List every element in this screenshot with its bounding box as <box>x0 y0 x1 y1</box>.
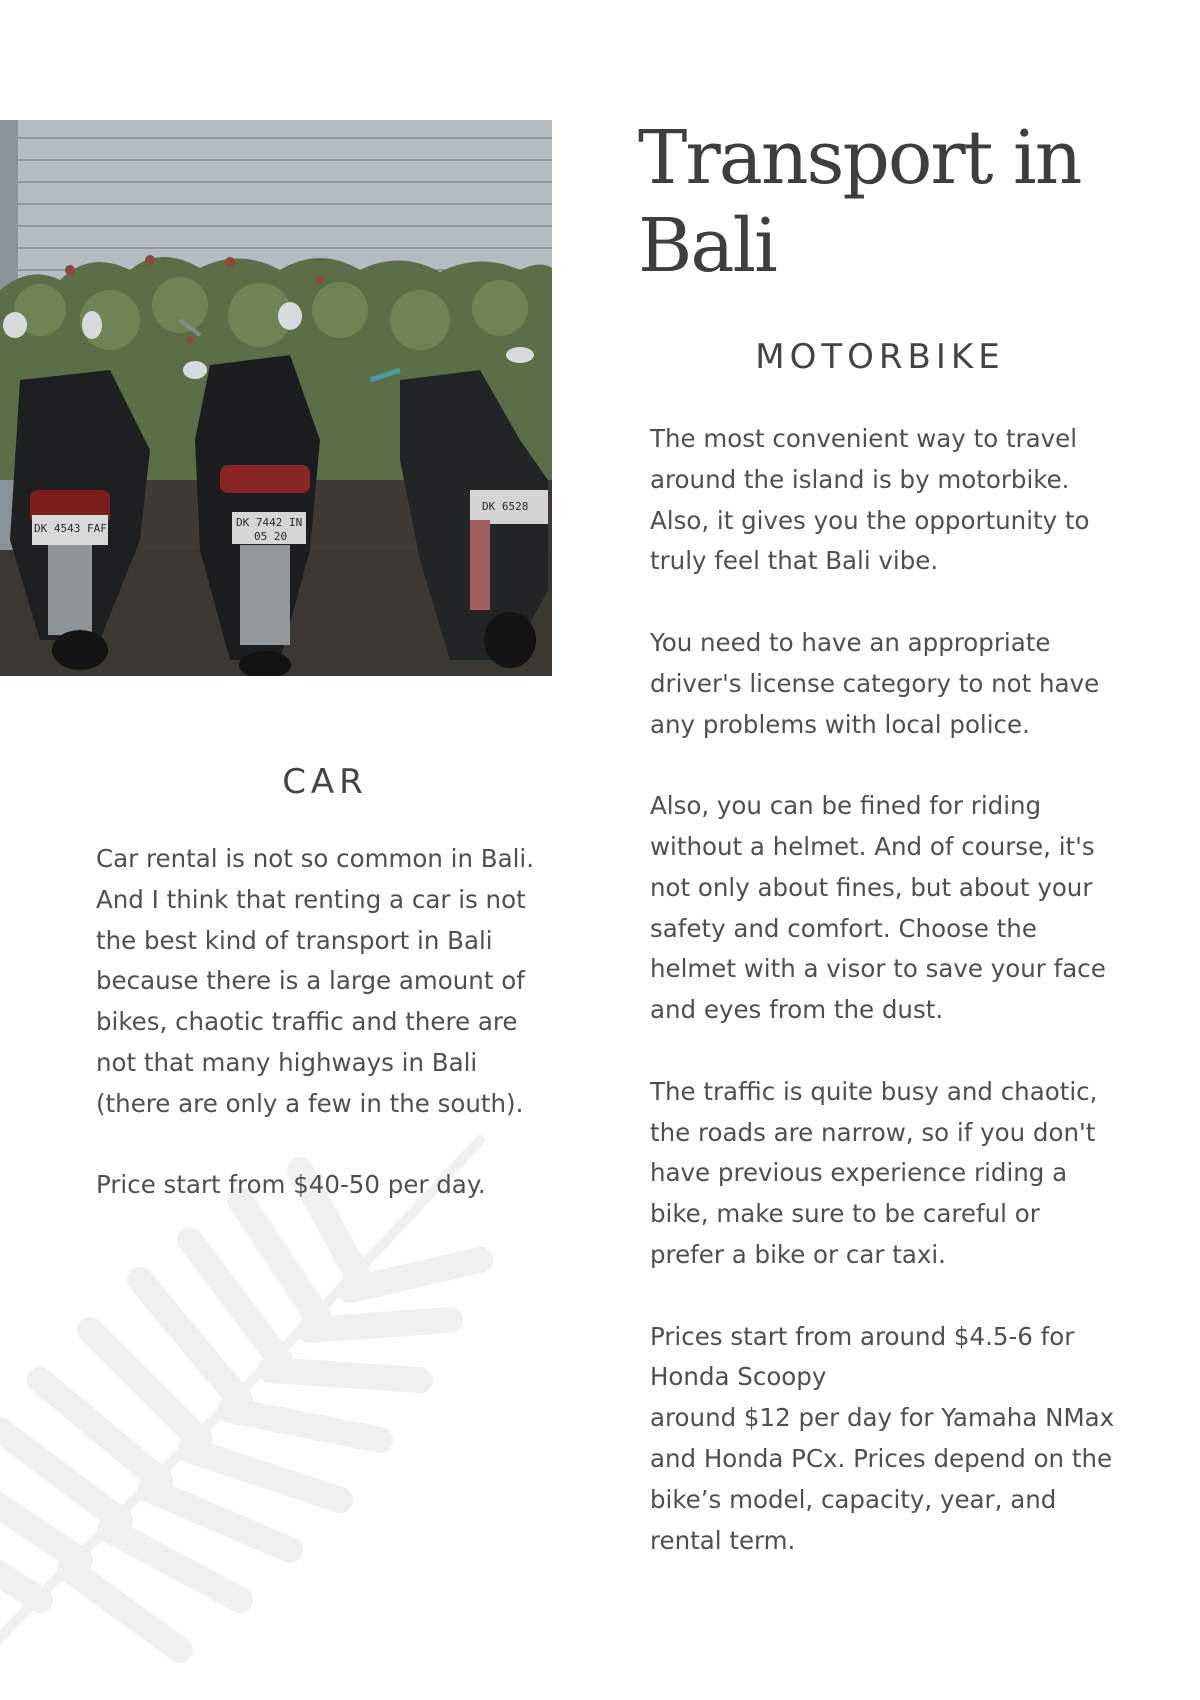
car-section <box>96 839 556 1247</box>
plate-3: DK 6528 <box>482 500 529 513</box>
car-price: Price start from $40-50 per day. <box>96 1170 486 1200</box>
car-heading: CAR <box>282 762 368 802</box>
motorbike-heading: MOTORBIKE <box>755 337 1005 377</box>
motorbike-prices-line-1: Prices start from around $4.5-6 for Honda Scoopy <box>650 1321 1075 1392</box>
motorbike-section <box>650 419 1120 1561</box>
motorbike-paragraph: You need to have an appropriate driver's license category to not have any problems with local police. <box>650 627 1100 739</box>
motorbike-paragraph: The traffic is quite busy and chaotic, the roads are narrow, so if you don't have previous experience riding a bike, make sure to be careful or prefer a bike or car taxi. <box>650 1076 1098 1269</box>
motorbike-prices-line-2: around $12 per day for Yamaha NMax and Honda PCx. Prices depend on the bike’s model, capacity, year, and rental term. <box>650 1403 1115 1555</box>
motorbike-prices <box>650 1317 1120 1562</box>
page-title: Transport in Bali <box>638 115 1081 289</box>
motorbike-paragraph: The most convenient way to travel around the island is by motorbike. Also, it gives you the opportunity to truly feel that Bali vibe. <box>650 424 1090 576</box>
plate-1: DK 4543 FAF <box>34 522 107 535</box>
plate-2-date: 05 20 <box>254 530 288 543</box>
plate-2: DK 7442 IN <box>236 516 303 529</box>
motorbike-paragraph: Also, you can be fined for riding without a helmet. And of course, it's not only about fines, but about your safety and comfort. Choose the helmet with a visor to save your face and eyes from the dust. <box>650 791 1106 1025</box>
scooters-photo <box>0 120 552 676</box>
car-paragraph: Car rental is not so common in Bali. And I think that renting a car is not the best kind of transport in Bali because there is a large amount of bikes, chaotic traffic and there are not that many highways in Bali (there are only a few in the south). <box>96 844 534 1118</box>
